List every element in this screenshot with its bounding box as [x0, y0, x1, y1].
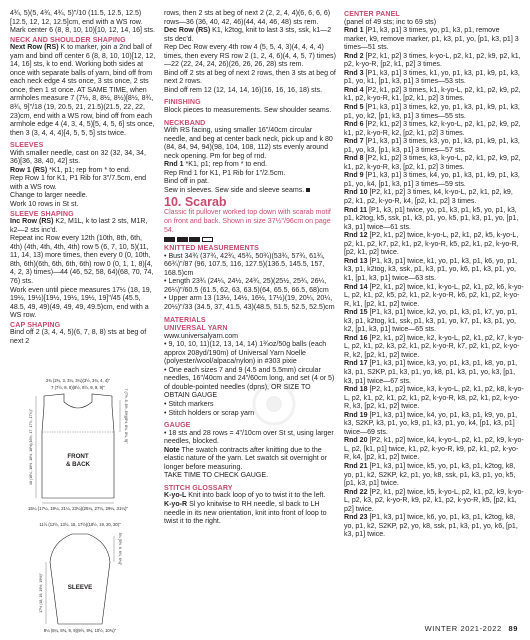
measurement-item: • Upper arm 13 (13½, 14½, 16½, 17½)(19, 20¼, 20¼, 20½)"/33 (34.5, 37, 41.5, 43)(48.5, 51.5, 52.5, 52.5)cm [164, 295, 335, 311]
section-heading: NECKBAND [164, 118, 206, 127]
sleeve-left-dim: 17½ (18, 19, 19½, 19½)" [39, 573, 43, 613]
paragraph: (panel of 49 sts; inc to 69 sts) [344, 18, 437, 26]
round-list [344, 27, 524, 540]
pattern-round: Rnd 23 [P1, k3, p1] twice, k6, yo, p1, k3, p1, k2tog, k8, yo, p1, k2, S2KP, p2, yo, k8, ssk, p1, k3, p1, yo, k6, [p1, k3, p1] twice. [344, 514, 518, 539]
section-heading: CENTER PANEL [344, 10, 400, 18]
material-item: • Stitch markers [164, 400, 214, 408]
paragraph: Bind off rem 12 (12, 14, 14, 16)(16, 16, 16, 18) sts. [164, 86, 323, 94]
pattern-deck: Classic fit pullover worked top down with scarab motif on front and back. Shown in size 37½"/96cm on page 54. [164, 209, 331, 234]
paragraph [164, 187, 336, 196]
skill-block-empty [202, 237, 213, 242]
pattern-round: Rnd 14 [P2, k1, p2] twice, k1, k-yo-L, p2, k1, p2, k6, k-yo-L, p2, k1, p2, k5, p2, k1, p2, k-yo-R, k6, p2, k1, p2, k-yo-R, k1, [p2, k1, p2] twice. [344, 283, 524, 308]
front-label: FRONT [67, 453, 89, 460]
paragraph: 4¾, 5)(5, 4¾, 4¾, 5)"/10 (11.5, 12.5, 12.5)[12.5, 12, 12, 12.5]cm, end with a WS row. Mark center 6 (8, 8, 10, 10)[10, 12, 14, 16] sts. [10, 10, 155, 35]
paragraph: Rep Dec Row every 4th row 4 (5, 5, 4, 3)(4, 4, 4, 4) times, then every RS row 2 (1, 2, 4, 6)(4, 4, 5, 7) times)—22 (22, 24, 24, 26)(26, 26, 26, 28) sts rem. [164, 44, 336, 69]
pattern-round: Rnd 12 [P2, k1, p2] twice, k-yo-L, p2, k1, p2, k5, k-yo-L, p2, k1, p2, k7, p2, k1, p2, k-yo-R, k5, p2, k1, p2, k-yo-R, [p2, k1, p2] twice. [344, 232, 519, 257]
pattern-round: Rnd 5 [P1, k3, p1] 3 times, k2, yo, p1, k3, p1, k9, p1, k3, p1, yo, k2, [p1, k3, p1] 3 times—55 sts. [344, 104, 520, 120]
section-heading: SLEEVES [10, 141, 44, 150]
skill-level-icon [164, 237, 336, 242]
pattern-round: Rnd 4 [P2, k1, p2] 3 times, k1, k-yo-L, p2, k1, p2, k9, p2, k1, p2, k-yo-R, k1, [p2, k1, p2] 3 times. [344, 86, 521, 103]
section-heading: FINISHING [164, 98, 201, 107]
measurement-item: • Length 23¾ (24¼, 24½, 24¾, 25)(25½, 25¾, 26¼, 26¼)"/60.5 (61.5, 62, 63, 63.5)(64, 65.5, 66.5, 68)cm [164, 278, 329, 294]
skill-block-filled [164, 237, 175, 242]
pattern-round: Rnd 13 [P1, k3, p1] twice, k1, yo, p1, k3, p1, k6, yo, p1, k3, p1, k2tog, k3, ssk, p1, k3, p1, yo, k6, p1, k3, p1, yo, k1, [p1, k3, p1] twice—63 sts. [344, 257, 518, 282]
front-bottom-width: 15¼ (17¼, 19¼, 21¼, 23¼)(25¼, 27¼, 29¼, 31¼)" [27, 506, 129, 511]
pattern-round: Rnd 6 [P2, k1, p2] 3 times, k2, k-yo-L, p2, k1, p2, k9, p2, k1, p2, k-yo-R, k2, [p2, k1, p2] 3 times. [344, 121, 521, 137]
gauge-item: • 18 sts and 28 rows = 4"/10cm over St st, using larger needles, blocked. [164, 429, 334, 446]
pattern-round: Rnd 2 [P2, k1, p2] 3 times, k-yo-L, p2, k1, p2, k9, p2, k1, p2, k-yo-R, [p2, k1, p2] 3 times. [344, 52, 521, 69]
paragraph: Rnd 1 *K1, p1; rep from * to end. [164, 161, 268, 169]
pattern-title: 10. Scarab [164, 195, 227, 210]
pattern-round: Rnd 18 [P2, k1, p2] twice, k3, k-yo-L, p2, k1, p2, k8, k-yo-L, p2, k1, p2, k1, p2, k1, p2, k-yo-R, k8, p2, k1, p2, k-yo-R, k3, [p2, k1, p2] twice. [344, 386, 524, 411]
section-heading: NECK AND SHOULDER SHAPING [10, 35, 126, 44]
front-right-dim: 7 (7½, 8, 8½, 8½)(8½, 8¾, 8¾, 9)" [124, 388, 128, 444]
paragraph: K-yo-R Sl yo knitwise to RH needle, sl back to LH needle in its new orientation, knit into front of loop to twist it to the right. [164, 500, 327, 526]
front-left-dim: 16 (16¼, 16½, 16½, 16½)(16¾, 17, 17¼, 17¾)" [29, 409, 33, 485]
sleeve-right-dim: 5¼ (5½, 6, 6¼, 6¾)" [118, 532, 122, 566]
measurement-item: • Bust 34¾ (37¾, 42¾, 45¾, 50¾)(53¾, 57¾, 61¾, 66¾)"/87 (96, 107.5, 116, 127.5)(136.5, 145.5, 157, 168.5)cm [164, 252, 325, 277]
pattern-round: Rnd 15 [P1, k3, p1] twice, k2, yo, p1, k3, p1, k7, yo, p1, k3, p1, k2tog, k1, ssk, p1, k3, p1, yo, k7, p1, k3, p1, yo, k2, [p1, k3, p1] twice—65 sts. [344, 309, 518, 334]
sleeve-top-width: 11½ (12½, 13½, 15, 17½)(18½, 19, 20, 20)" [39, 522, 121, 527]
paragraph: Rep Row 1 for K1, P1 Rib for 3"/7.5cm, end with a WS row. [10, 175, 147, 191]
paragraph: Next Row (RS) K to marker, join a 2nd ball of yarn and bind off center 6 (8, 8, 10, 10)[12, 12, 14, 16] sts, k to end. Working both sides at once with separate balls of yarn, bind off from each neck edge 4 sts once, 3 sts once, 2 sts once, then 1 st once. AT SAME TIME, when armholes measure 7 (7½, 8, 8½, 8½)[8½, 8¾, 8¾, 9]"/18 (19, 20.5, 21, 21.5)(21.5, 22, 22, 23)cm, end with a WS row, bind off from each armhole edge 4 (4, 3, 4, 5)[5, 4, 5, 6] sts once, then 3 (3, 4, 4, 4)[4, 5, 5, 5] sts twice. [10, 44, 156, 137]
front-label-2: & BACK [65, 461, 91, 468]
pattern-round: Rnd 9 [P1, k3, p1] 3 times, k4, yo, p1, k3, p1, k9, p1, k3, p1, yo, k4, [p1, k3, p1] 3 times—59 sts. [344, 172, 520, 188]
pattern-round: Rnd 10 [P2, k1, p2] 3 times, k4, k-yo-L, p2, k1, p2, k9, p2, k1, p2, k-yo-R, k4, [p2, k1, p2] 3 times. [344, 189, 513, 206]
end-of-pattern-icon [306, 188, 310, 192]
paragraph: Bind off 2 (3, 4, 4, 5)(6, 7, 8, 8) sts at beg of next 2 [10, 329, 147, 345]
pattern-round: Rnd 22 [P2, k1, p2] twice, k5, k-yo-L, p2, k1, p2, k9, k-yo-L, p2, k3, p2, k-yo-R, k9, p2, k1, p2, k-yo-R, k5, [p2, k1, p2] twice. [344, 488, 524, 513]
front-top-width: 2¾ (2¾, 3, 3¼, 3¼)(3½, 3¾, 4, 4)" [45, 378, 111, 383]
section-heading: CAP SHAPING [10, 320, 61, 329]
end-text: Sew in sleeves. Sew side and sleeve seams. [164, 186, 305, 194]
pattern-round: Rnd 8 [P2, k1, p2] 3 times, k3, k-yo-L, p2, k1, p2, k9, p2, k1, p2, k-yo-R, k3, [p2, k1, p2] 3 times. [344, 155, 521, 171]
column-middle [164, 10, 336, 527]
skill-block-filled [177, 237, 188, 242]
section-heading: KNITTED MEASUREMENTS [164, 244, 260, 253]
paragraph: Inc Row (RS) K2, M1L, k to last 2 sts, M1R, k2—2 sts inc'd. [10, 218, 148, 234]
front-back-schematic [28, 378, 129, 511]
paragraph: Row 1 (RS) *K1, p1; rep from * to end. [10, 166, 131, 174]
sleeve-bottom-width: 8¼ (8¼, 8¾, 9, 9)(9½, 9¾, 10½, 10¾)" [43, 628, 117, 633]
paragraph: Bind off in pat. [164, 178, 209, 186]
pattern-round: Rnd 1 [P1, k3, p1] 3 times, yo, p1, k3, p1, remove marker, k9, remove marker, p1, k3, p1, yo, [p1, k3, p1] 3 times—51 sts. [344, 27, 519, 52]
column-left [10, 10, 156, 346]
pattern-round: Rnd 20 [P2, k1, p2] twice, k4, k-yo-L, p2, k1, p2, k9, k-yo-L, p2, [k1, p1] twice, k1, p2, k-yo-R, k9, p2, k1, p2, k-yo-R, k4, [p2, k1, p2] twice. [344, 437, 524, 462]
material-item: • Stitch holders or scrap yarn [164, 409, 255, 417]
pattern-round: Rnd 11 [P1, k3, p1] twice, yo, p1, k3, p1, k5, yo, p1, k3, p1, k2tog, k5, ssk, p1, k3, p1, yo, k5, p1, k3, p1, yo, [p1, k3, p1] twice—61 sts. [344, 206, 519, 231]
page-footer [425, 624, 518, 633]
yarn-url: www.universalyarn.com [164, 332, 239, 340]
sleeve-label: SLEEVE [67, 584, 93, 591]
pattern-round: Rnd 3 [P1, k3, p1] 3 times, k1, yo, p1, k3, p1, k9, p1, k3, p1, yo, k1, [p1, k3, p1] 3 times—53 sts. [344, 69, 520, 86]
pattern-round: Rnd 21 [P1, k3, p1] twice, k5, yo, p1, k3, p1, k2tog, k8, yo, p1, k2, S2KP, k2, p1, yo, k8, ssk, p1, k3, p1, yo, k5, [p1, k3, p1] twice. [344, 462, 516, 488]
yarn-brand: UNIVERSAL YARN [164, 324, 228, 333]
paragraph: K-yo-L Knit into back loop of yo to twist it to the left. [164, 492, 326, 500]
pattern-round: Rnd 17 [P1, k3, p1] twice, k3, yo, p1, k3, p1, k8, yo, p1, k3, p1, S2KP, p1, k3, p1, yo, k8, p1, k3, p1, yo, k3, [p1, k3, p1] twice—67 sts. [344, 360, 518, 385]
paragraph: Work 10 rows in St st. [10, 201, 79, 209]
section-heading: MATERIALS [164, 315, 206, 324]
page-number: 89 [508, 624, 518, 633]
material-item: • 9, 10, 10, 11)(12, 13, 14, 14) 1¾oz/50g balls (each approx 208yd/190m) of Universal Yarn Noelle (polyester/wool/alpaca/nylon) in #303 pixie [164, 341, 327, 366]
paragraph: Note The swatch contracts after knitting due to the elastic nature of the yarn. Let swatch sit overnight or longer before measuring. [164, 446, 327, 471]
column-right [344, 10, 524, 540]
sleeve-schematic [39, 522, 122, 633]
watermark-icon [250, 380, 298, 428]
paragraph: With smaller needle, cast on 32 (32, 34, 34, 36)[36, 38, 40, 42] sts. [10, 149, 146, 166]
paragraph: Block pieces to measurements. Sew shoulder seams. [164, 107, 332, 115]
paragraph: Bind off 2 sts at beg of next 2 rows, then 3 sts at beg of next 2 rows. [164, 69, 336, 86]
paragraph: Change to larger needle. [10, 192, 88, 200]
paragraph: Rep Rnd 1 for K1, P1 Rib for 1"/2.5cm. [164, 169, 286, 177]
material-item: • One each sizes 7 and 9 (4.5 and 5.5mm) circular needles, 16"/40cm and 24"/60cm long, and set (4 or 5) of double-pointed needles (dpns), OR SIZE TO OBTAIN GAUGE [164, 366, 335, 400]
paragraph: Repeat inc Row every 12th (10th, 8th, 6th, 4th) (4th, 4th, 4th, 4th) row 5 (6, 7, 10, 5)(11, 11, 14, 13) more times, then every 0 (0, 10th, 8th, 6th)(6th, 6th, 6th, 6th) row 0 (0, 1, 1, 8)[4, 4, 2, 3) times)—44 (46, 52, 58, 64)(68, 70, 74, 76) sts. [10, 235, 154, 285]
paragraph: With RS facing, using smaller 16"/40cm circular needle, and beg at center back neck, pick up and k 80 (84, 84, 94, 94)(98, 104, 108, 112) sts evenly around neck opening. Pm for beg of rnd. [164, 127, 333, 160]
skill-block-filled [189, 237, 200, 242]
schematic-diagrams [6, 376, 156, 636]
pattern-round: Rnd 7 [P1, k3, p1] 3 times, k3, yo, p1, k3, p1, k9, p1, k3, p1, yo, k3, [p1, k3, p1] 3 times—57 sts. [344, 138, 520, 154]
section-heading: STITCH GLOSSARY [164, 483, 233, 492]
section-heading: SLEEVE SHAPING [10, 209, 74, 218]
pattern-round: Rnd 19 [P1, k3, p1] twice, k4, yo, p1, k3, p1, k9, yo, p1, k3, S2KP, k3, p1, yo, k9, p1, k3, p1, yo, k4, [p1, k3, p1] twice—69 sts. [344, 411, 518, 436]
paragraph: Work even until piece measures 17½ (18, 19, 19½, 19½)[19½, 19½, 19½, 19]"/45 (45.5, 48.5, 49, 49)(49, 49, 49, 49.5)cm, end with a WS row. [10, 286, 152, 320]
pattern-round: Rnd 16 [P2, k1, p2] twice, k2, k-yo-L, p2, k1, p2, k7, k-yo-L, p2, k1, p2, k3, p2, k1, p2, k-yo-R, k7, p2, k1, p2, k-yo-R, k2, [p2, k1, p2] twice. [344, 334, 524, 359]
paragraph: Dec Row (RS) K1, k2tog, knit to last 3 sts, ssk, k1—2 sts dec'd. [164, 27, 332, 43]
front-neck-width: 7 (7½, 8, 8)(8½, 8½, 9, 9, 9)" [51, 385, 105, 390]
section-heading: GAUGE [164, 421, 191, 430]
paragraph: rows, then 2 sts at beg of next 2 (2, 2, 4, 4)(6, 6, 6, 6) rows—36 (36, 40, 42, 46)(44, 44, 46, 48) sts rem. [164, 10, 331, 26]
issue-season: WINTER 2021-2022 [424, 624, 502, 633]
paragraph: TAKE TIME TO CHECK GAUGE. [164, 472, 269, 480]
